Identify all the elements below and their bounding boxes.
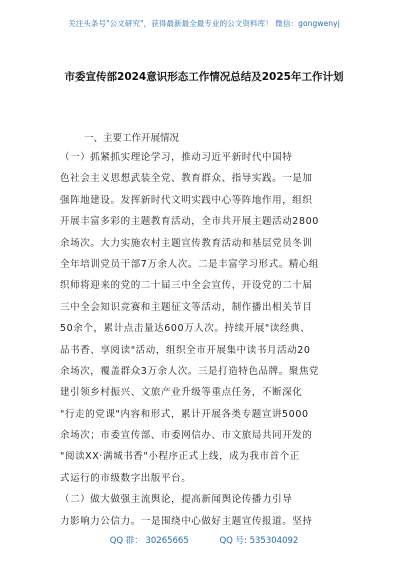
body-line: 50余个，累计点击量达600万人次。持续开展"读经典、: [60, 323, 311, 335]
body-line: 式运行的市级数字出版平台。: [60, 472, 192, 484]
body-line: （一）抓紧抓实理论学习，推动习近平新时代中国特: [60, 152, 293, 163]
body-text: [60, 147, 350, 532]
body-line: 力影响力公信力。一是围绕中心做好主题宣传报道。坚持: [60, 515, 313, 527]
body-line: 强阵地建设。发挥新时代文明实践中心等阵地作用，组织: [60, 194, 313, 206]
body-line: 色社会主义思想武装全党、教育群众、指导实践。一是加: [60, 173, 313, 185]
body-line: 开展丰富多彩的主题教育活动，全市共开展主题活动2800: [60, 216, 319, 228]
footer-qq-number: QQ 号: 535304092: [219, 536, 299, 546]
body-line: （二）做大做强主流舆论，提高新闻舆论传播力引导: [60, 494, 293, 506]
body-line: 余场次，覆盖群众3万余人次。三是打造特色品牌。聚焦党: [60, 365, 320, 377]
section-heading: 一、主要工作开展情况: [84, 133, 180, 144]
body-line: 建引领乡村振兴、文旅产业升级等重点任务，不断深化: [60, 387, 303, 399]
footer-contact: [0, 534, 408, 546]
body-line: 余场次；市委宣传部、市委网信办、市文旅局共同开发的: [60, 430, 313, 442]
body-line: 织师将迎来的党的二十届三中全会宣传，开设党的二十届: [60, 280, 313, 292]
body-line: 品书香、享阅读"活动，组织全市开展集中读书月活动20: [60, 344, 311, 356]
footer-qq-group: QQ 群： 30265665: [109, 536, 189, 546]
top-banner: 关注头条号"公文研究"，获得最新最全最专业的公文资料库！ 微信：gongwenyj: [68, 19, 340, 28]
document-title: 市委宣传部2024意识形态工作情况总结及2025年工作计划: [64, 71, 344, 83]
body-line: 余场次。大力实施农村主题宣传教育活动和基层党员冬训: [60, 237, 313, 249]
body-line: 三中全会知识竞赛和主题征文等活动，制作播出相关节目: [60, 301, 313, 313]
body-line: "阅读XX·满城书香"小程序正式上线，成为我市首个正: [60, 451, 300, 463]
body-line: 全年培训党员干部7万余人次。二是丰富学习形式。精心组: [60, 258, 320, 270]
body-line: "行走的党课"内容和形式，累计开展各类专题宣讲5000: [60, 408, 309, 420]
